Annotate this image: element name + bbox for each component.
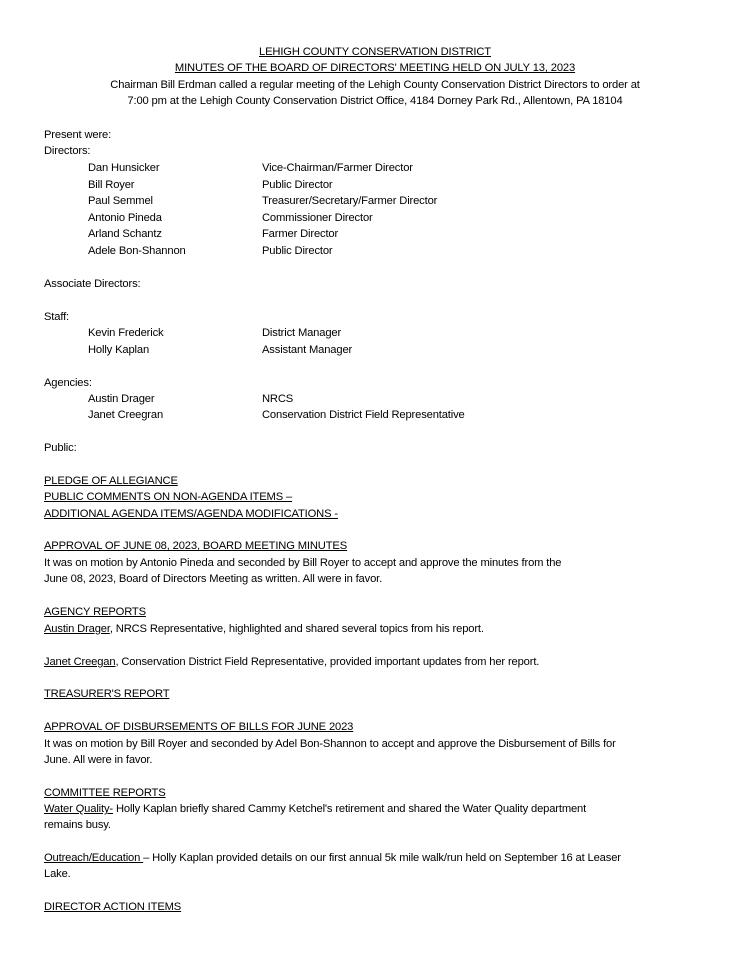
water-quality-label: Water Quality-	[44, 803, 113, 815]
water-quality-line-1	[44, 801, 586, 817]
director-role: Commissioner Director	[262, 212, 373, 224]
call-to-order-line-1: Chairman Bill Erdman called a regular meeting of the Lehigh County Conservation District Directors to order at	[110, 79, 640, 91]
associate-directors-label: Associate Directors:	[44, 278, 141, 290]
agency-name: Janet Creegran	[88, 409, 164, 421]
agencies-label: Agencies:	[44, 377, 92, 389]
staff-name: Kevin Frederick	[88, 327, 164, 339]
director-name: Bill Royer	[88, 179, 135, 191]
agency-report-2	[44, 654, 539, 670]
public-comments-heading: PUBLIC COMMENTS ON NON-AGENDA ITEMS –	[44, 491, 293, 503]
approval-minutes-line-1: It was on motion by Antonio Pineda and seconded by Bill Royer to accept and approve the minutes from the	[44, 557, 562, 569]
director-role: Vice-Chairman/Farmer Director	[262, 162, 413, 174]
staff-role: District Manager	[262, 327, 342, 339]
director-action-items-heading: DIRECTOR ACTION ITEMS	[44, 901, 182, 913]
additional-items-heading: ADDITIONAL AGENDA ITEMS/AGENDA MODIFICATIONS -	[44, 508, 338, 520]
org-title: LEHIGH COUNTY CONSERVATION DISTRICT	[259, 46, 491, 58]
disbursements-line-2: June. All were in favor.	[44, 754, 153, 766]
staff-name: Holly Kaplan	[88, 344, 150, 356]
minutes-title: MINUTES OF THE BOARD OF DIRECTORS' MEETING HELD ON JULY 13, 2023	[174, 62, 576, 74]
outreach-text: – Holly Kaplan provided details on our first annual 5k mile walk/run held on September 16 at Leaser	[143, 852, 621, 864]
agency-name: Austin Drager	[88, 393, 155, 405]
outreach-line-1	[44, 850, 621, 866]
agency-role: NRCS	[262, 393, 294, 405]
treasurer-report-heading: TREASURER'S REPORT	[44, 688, 170, 700]
present-label: Present were:	[44, 129, 112, 141]
call-to-order-line-2: 7:00 pm at the Lehigh County Conservation District Office, 4184 Dorney Park Rd., Allentown, PA 18104	[127, 95, 623, 107]
staff-label: Staff:	[44, 311, 70, 323]
director-name: Antonio Pineda	[88, 212, 162, 224]
disbursements-line-1: It was on motion by Bill Royer and seconded by Adel Bon-Shannon to accept and approve the Disbursement of Bills for	[44, 738, 616, 750]
director-role: Public Director	[262, 245, 333, 257]
agency-role: Conservation District Field Representative	[262, 409, 465, 421]
agency-report-1-text: , NRCS Representative, highlighted and shared several topics from his report.	[109, 623, 484, 635]
staff-role: Assistant Manager	[262, 344, 353, 356]
agency-report-1	[44, 621, 484, 637]
pledge-heading: PLEDGE OF ALLEGIANCE	[44, 475, 178, 487]
disbursements-heading: APPROVAL OF DISBURSEMENTS OF BILLS FOR JUNE 2023	[44, 721, 354, 733]
committee-reports-heading: COMMITTEE REPORTS	[44, 787, 166, 799]
agency-report-2-name: Janet Creegan	[44, 656, 116, 668]
director-name: Arland Schantz	[88, 228, 162, 240]
approval-minutes-line-2: June 08, 2023, Board of Directors Meeting as written. All were in favor.	[44, 573, 383, 585]
agency-report-1-name: Austin Drager	[44, 623, 110, 635]
outreach-label: Outreach/Education	[44, 852, 144, 864]
directors-label: Directors:	[44, 145, 91, 157]
director-name: Dan Hunsicker	[88, 162, 160, 174]
director-name: Paul Semmel	[88, 195, 153, 207]
outreach-line-2: Lake.	[44, 868, 71, 880]
public-label: Public:	[44, 442, 77, 454]
director-role: Farmer Director	[262, 228, 339, 240]
agency-reports-heading: AGENCY REPORTS	[44, 606, 146, 618]
water-quality-text: Holly Kaplan briefly shared Cammy Ketchel's retirement and shared the Water Quality department	[112, 803, 587, 815]
director-role: Public Director	[262, 179, 333, 191]
water-quality-line-2: remains busy.	[44, 819, 111, 831]
approval-minutes-heading: APPROVAL OF JUNE 08, 2023, BOARD MEETING MINUTES	[44, 540, 348, 552]
agency-report-2-text: , Conservation District Field Representative, provided important updates from her report.	[115, 656, 540, 668]
director-name: Adele Bon-Shannon	[88, 245, 186, 257]
director-role: Treasurer/Secretary/Farmer Director	[262, 195, 438, 207]
